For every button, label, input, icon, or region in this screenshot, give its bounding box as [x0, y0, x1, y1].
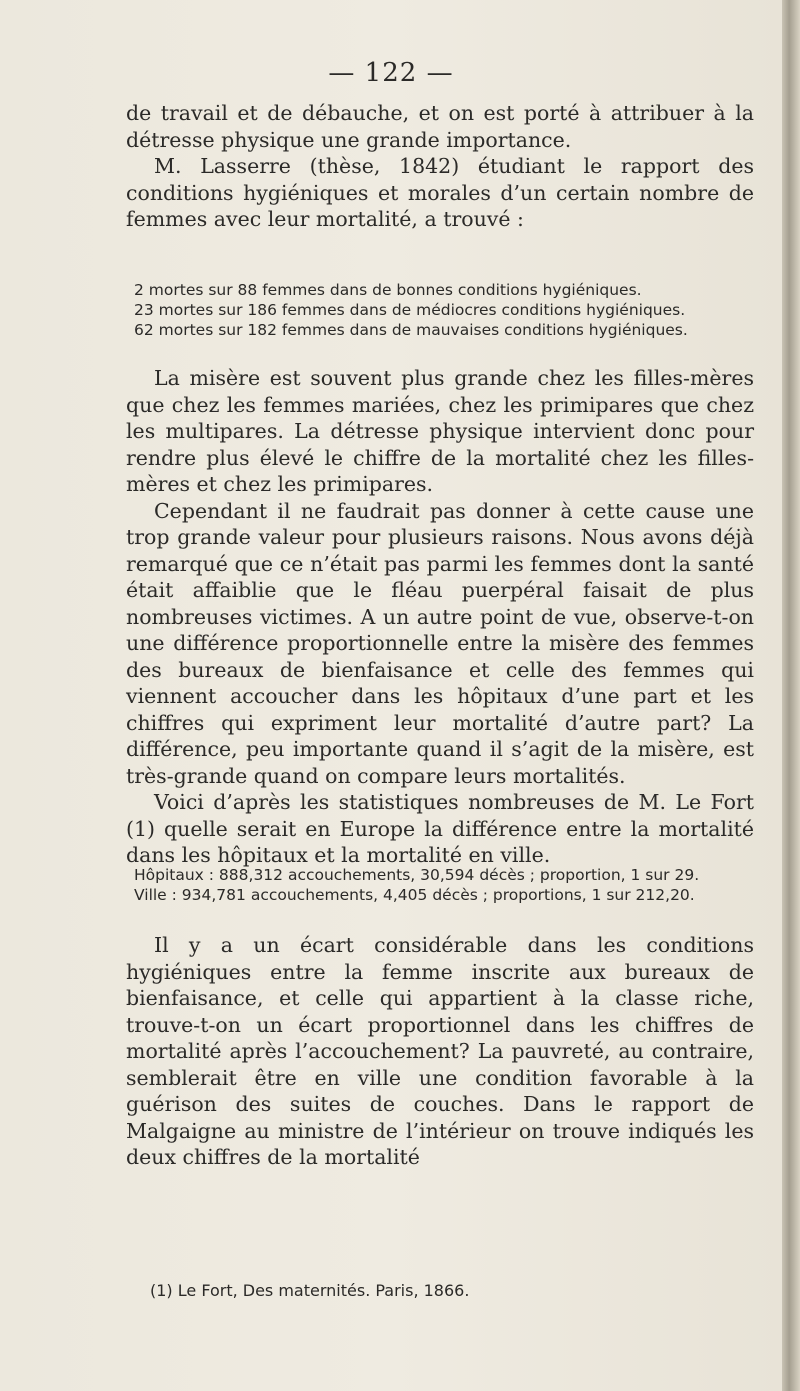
stat-line: Ville : 934,781 accouchements, 4,405 décès ; proportions, 1 sur 212,20.	[134, 886, 695, 904]
intro-paragraph-2: M. Lasserre (thèse, 1842) étudiant le rapport des conditions hygiéniques et morales d’un certain nombre de femmes avec leur mortalité, a trouvé :	[126, 154, 754, 231]
page-edge	[782, 0, 800, 1391]
stat-line: Hôpitaux : 888,312 accouchements, 30,594 décès ; proportion, 1 sur 29.	[134, 866, 700, 884]
page-number: — 122 —	[328, 58, 454, 88]
body-paragraph-1: La misère est souvent plus grande chez les filles-mères que chez les femmes mariées, chez les primipares que chez les multipares. La détresse physique intervient donc pour rendre plus élevé le chiffre de la mortalité chez les filles-mères et chez les primipares.	[126, 366, 754, 496]
conclusion-paragraph: Il y a un écart considérable dans les conditions hygiéniques entre la femme inscrite aux bureaux de bienfaisance, et celle qui appartient à la classe riche, trouve-t-on un écart proportionnel dans les chiffres de mortalité après l’accouchement? La pauvreté, au contraire, semblerait être en ville une condition favorable à la guérison des suites de couches. Dans le rapport de Malgaigne au ministre de l’intérieur on trouve indiqués les deux chiffres de la mortalité	[126, 933, 754, 1169]
stat-line: 62 mortes sur 182 femmes dans de mauvaises conditions hygiéniques.	[134, 321, 688, 339]
intro-block	[126, 100, 754, 233]
stat-line: 2 mortes sur 88 femmes dans de bonnes conditions hygiéniques.	[134, 281, 642, 299]
body-paragraph-3: Voici d’après les statistiques nombreuses de M. Le Fort (1) quelle serait en Europe la différence entre la mortalité dans les hôpitaux et la mortalité en ville.	[126, 790, 754, 867]
lasserre-statistics	[134, 280, 774, 340]
stat-line: 23 mortes sur 186 femmes dans de médiocres conditions hygiéniques.	[134, 301, 686, 319]
footnote: (1) Le Fort, Des maternités. Paris, 1866.	[150, 1281, 470, 1300]
lefort-statistics	[134, 865, 774, 905]
body-block	[126, 365, 754, 869]
conclusion-block	[126, 932, 754, 1171]
body-paragraph-2: Cependant il ne faudrait pas donner à cette cause une trop grande valeur pour plusieurs raisons. Nous avons déjà remarqué que ce n’était pas parmi les femmes dont la santé était affaiblie que le fléau puerpéral faisait de plus nombreuses victimes. A un autre point de vue, observe-t-on une différence proportionnelle entre la misère des femmes des bureaux de bienfaisance et celle des femmes qui viennent accoucher dans les hôpitaux d’une part et les chiffres qui expriment leur mortalité d’autre part? La différence, peu importante quand il s’agit de la misère, est très-grande quand on compare leurs mortalités.	[126, 498, 754, 788]
intro-paragraph-1: de travail et de débauche, et on est porté à attribuer à la détresse physique une grande importance.	[126, 101, 754, 152]
